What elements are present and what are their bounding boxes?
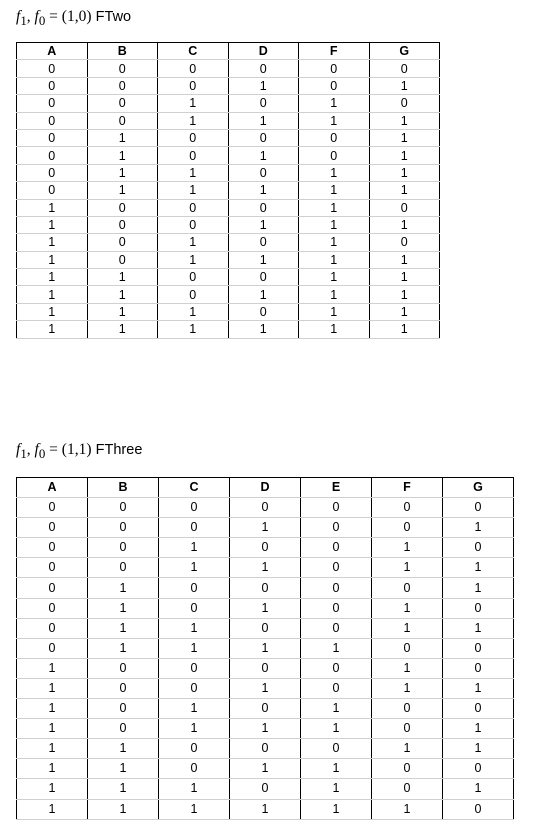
table-cell: 1 bbox=[369, 112, 440, 129]
table-cell: 1 bbox=[228, 182, 299, 199]
table-cell: 1 bbox=[88, 618, 159, 638]
table-row bbox=[17, 618, 514, 638]
table-cell: 1 bbox=[17, 321, 88, 338]
table-cell: 0 bbox=[17, 558, 88, 578]
table-cell: 1 bbox=[230, 598, 301, 618]
table-cell: 1 bbox=[88, 598, 159, 618]
table-cell: 1 bbox=[158, 112, 229, 129]
table-cell: 1 bbox=[88, 638, 159, 658]
table-cell: 1 bbox=[230, 638, 301, 658]
table-row bbox=[17, 129, 440, 146]
table-cell: 1 bbox=[87, 147, 158, 164]
table-row bbox=[17, 739, 514, 759]
table-cell: 1 bbox=[88, 578, 159, 598]
table-cell: 1 bbox=[17, 303, 88, 320]
table-cell: 1 bbox=[230, 719, 301, 739]
column-header-e: E bbox=[301, 478, 372, 498]
table-cell: 1 bbox=[158, 303, 229, 320]
column-header-a: A bbox=[17, 478, 88, 498]
table-cell: 0 bbox=[88, 558, 159, 578]
table-cell: 1 bbox=[301, 799, 372, 819]
table-cell: 0 bbox=[87, 60, 158, 77]
table-cell: 1 bbox=[88, 799, 159, 819]
table-cell: 0 bbox=[301, 658, 372, 678]
column-header-b: B bbox=[87, 43, 158, 60]
table-cell: 1 bbox=[369, 147, 440, 164]
table-cell: 0 bbox=[228, 269, 299, 286]
table-cell: 1 bbox=[87, 303, 158, 320]
table-cell: 0 bbox=[159, 498, 230, 518]
table-cell: 1 bbox=[228, 251, 299, 268]
table-cell: 1 bbox=[299, 303, 370, 320]
table-cell: 1 bbox=[159, 638, 230, 658]
table-header bbox=[17, 478, 514, 498]
table-cell: 1 bbox=[228, 286, 299, 303]
table-cell: 0 bbox=[17, 60, 88, 77]
table-cell: 0 bbox=[88, 498, 159, 518]
table-cell: 1 bbox=[158, 321, 229, 338]
table-cell: 1 bbox=[369, 77, 440, 94]
column-header-d: D bbox=[228, 43, 299, 60]
table-cell: 1 bbox=[159, 699, 230, 719]
table-cell: 1 bbox=[87, 182, 158, 199]
table-cell: 0 bbox=[17, 182, 88, 199]
table-cell: 0 bbox=[158, 129, 229, 146]
table-cell: 0 bbox=[372, 779, 443, 799]
table-cell: 0 bbox=[301, 618, 372, 638]
table-cell: 0 bbox=[17, 618, 88, 638]
table-cell: 1 bbox=[369, 303, 440, 320]
table-cell: 0 bbox=[159, 759, 230, 779]
table-cell: 0 bbox=[230, 618, 301, 638]
table-row bbox=[17, 538, 514, 558]
table-cell: 1 bbox=[88, 779, 159, 799]
table-cell: 0 bbox=[372, 719, 443, 739]
table-cell: 1 bbox=[17, 234, 88, 251]
table-cell: 1 bbox=[443, 558, 514, 578]
table-cell: 0 bbox=[159, 739, 230, 759]
table-cell: 1 bbox=[17, 678, 88, 698]
table-cell: 0 bbox=[88, 538, 159, 558]
table-cell: 0 bbox=[372, 759, 443, 779]
table-cell: 1 bbox=[301, 638, 372, 658]
table-cell: 0 bbox=[159, 598, 230, 618]
table-cell: 1 bbox=[369, 251, 440, 268]
table-cell: 0 bbox=[17, 129, 88, 146]
table-cell: 1 bbox=[87, 286, 158, 303]
table-cell: 0 bbox=[299, 147, 370, 164]
table-cell: 0 bbox=[159, 678, 230, 698]
table-cell: 0 bbox=[158, 199, 229, 216]
table-cell: 1 bbox=[158, 251, 229, 268]
table-cell: 0 bbox=[230, 658, 301, 678]
table-cell: 1 bbox=[299, 182, 370, 199]
table-cell: 1 bbox=[372, 739, 443, 759]
table-cell: 1 bbox=[17, 799, 88, 819]
table-cell: 0 bbox=[158, 286, 229, 303]
table-cell: 0 bbox=[443, 598, 514, 618]
table-cell: 1 bbox=[372, 678, 443, 698]
table-cell: 1 bbox=[17, 269, 88, 286]
table-cell: 0 bbox=[301, 558, 372, 578]
table-cell: 1 bbox=[443, 618, 514, 638]
table-cell: 1 bbox=[87, 164, 158, 181]
table-cell: 0 bbox=[87, 251, 158, 268]
table-cell: 1 bbox=[369, 269, 440, 286]
table-cell: 1 bbox=[443, 779, 514, 799]
table-cell: 1 bbox=[299, 321, 370, 338]
truth-table-ftwo bbox=[16, 42, 440, 339]
table-row bbox=[17, 578, 514, 598]
table-cell: 0 bbox=[158, 60, 229, 77]
table-cell: 0 bbox=[443, 699, 514, 719]
table-cell: 0 bbox=[230, 699, 301, 719]
table-cell: 0 bbox=[228, 164, 299, 181]
table-cell: 0 bbox=[230, 779, 301, 799]
table-cell: 1 bbox=[87, 321, 158, 338]
table-row bbox=[17, 518, 514, 538]
table-cell: 1 bbox=[299, 112, 370, 129]
table-cell: 1 bbox=[158, 182, 229, 199]
table-cell: 1 bbox=[230, 759, 301, 779]
table-cell: 0 bbox=[443, 799, 514, 819]
table-cell: 0 bbox=[228, 199, 299, 216]
table-row bbox=[17, 699, 514, 719]
table-row bbox=[17, 719, 514, 739]
table-cell: 0 bbox=[228, 234, 299, 251]
table-cell: 0 bbox=[301, 739, 372, 759]
section-heading-fthree bbox=[16, 441, 142, 463]
table-cell: 1 bbox=[158, 95, 229, 112]
table-cell: 0 bbox=[159, 518, 230, 538]
table-row bbox=[17, 164, 440, 181]
table-cell: 0 bbox=[228, 303, 299, 320]
table-cell: 0 bbox=[87, 95, 158, 112]
table-cell: 1 bbox=[17, 216, 88, 233]
table-cell: 1 bbox=[369, 129, 440, 146]
table-cell: 1 bbox=[17, 779, 88, 799]
table-cell: 1 bbox=[17, 759, 88, 779]
function-name: FThree bbox=[95, 442, 143, 458]
table-cell: 1 bbox=[301, 699, 372, 719]
table-cell: 1 bbox=[230, 558, 301, 578]
column-header-g: G bbox=[369, 43, 440, 60]
table-cell: 0 bbox=[87, 234, 158, 251]
table-body bbox=[17, 498, 514, 820]
table-cell: 0 bbox=[17, 147, 88, 164]
table-header bbox=[17, 43, 440, 60]
table-row bbox=[17, 199, 440, 216]
table-cell: 1 bbox=[17, 699, 88, 719]
table-cell: 0 bbox=[17, 578, 88, 598]
table-cell: 1 bbox=[228, 321, 299, 338]
table-cell: 0 bbox=[17, 112, 88, 129]
table-cell: 1 bbox=[17, 658, 88, 678]
table-cell: 0 bbox=[301, 598, 372, 618]
table-cell: 1 bbox=[228, 112, 299, 129]
function-signature: $f_1$, $f_0 = (1,0)$ bbox=[16, 8, 92, 29]
table-row bbox=[17, 303, 440, 320]
table-cell: 1 bbox=[372, 598, 443, 618]
column-header-f: F bbox=[299, 43, 370, 60]
table-cell: 0 bbox=[17, 498, 88, 518]
table-cell: 0 bbox=[301, 498, 372, 518]
table-cell: 0 bbox=[17, 538, 88, 558]
table-cell: 1 bbox=[17, 719, 88, 739]
table-cell: 1 bbox=[443, 518, 514, 538]
table-cell: 0 bbox=[230, 538, 301, 558]
table-cell: 0 bbox=[228, 129, 299, 146]
table-cell: 0 bbox=[230, 578, 301, 598]
table-cell: 1 bbox=[443, 719, 514, 739]
table-cell: 1 bbox=[228, 147, 299, 164]
table-cell: 0 bbox=[230, 739, 301, 759]
table-cell: 1 bbox=[88, 739, 159, 759]
table-cell: 1 bbox=[299, 286, 370, 303]
table-cell: 0 bbox=[88, 518, 159, 538]
table-cell: 1 bbox=[88, 759, 159, 779]
table-cell: 1 bbox=[17, 251, 88, 268]
table-row bbox=[17, 234, 440, 251]
table-cell: 0 bbox=[17, 638, 88, 658]
table-cell: 0 bbox=[301, 678, 372, 698]
section-heading-ftwo bbox=[16, 8, 131, 30]
table-cell: 1 bbox=[228, 216, 299, 233]
table-cell: 0 bbox=[17, 77, 88, 94]
table-cell: 1 bbox=[443, 739, 514, 759]
table-row bbox=[17, 759, 514, 779]
table-cell: 1 bbox=[17, 286, 88, 303]
column-header-c: C bbox=[159, 478, 230, 498]
table-row bbox=[17, 77, 440, 94]
table-row bbox=[17, 182, 440, 199]
table-cell: 0 bbox=[88, 658, 159, 678]
table-cell: 0 bbox=[443, 538, 514, 558]
table-cell: 0 bbox=[372, 518, 443, 538]
table-cell: 1 bbox=[301, 759, 372, 779]
table-row bbox=[17, 558, 514, 578]
table-cell: 0 bbox=[443, 759, 514, 779]
column-header-g: G bbox=[443, 478, 514, 498]
table-cell: 1 bbox=[158, 234, 229, 251]
table-row bbox=[17, 678, 514, 698]
table-cell: 0 bbox=[369, 234, 440, 251]
table-row bbox=[17, 799, 514, 819]
table-cell: 0 bbox=[158, 216, 229, 233]
table-cell: 0 bbox=[372, 498, 443, 518]
table-cell: 0 bbox=[88, 719, 159, 739]
table-cell: 0 bbox=[17, 518, 88, 538]
table-cell: 1 bbox=[369, 164, 440, 181]
function-name: FTwo bbox=[95, 9, 132, 25]
table-cell: 1 bbox=[299, 234, 370, 251]
table-cell: 0 bbox=[87, 77, 158, 94]
column-header-b: B bbox=[88, 478, 159, 498]
table-cell: 1 bbox=[369, 182, 440, 199]
table-cell: 1 bbox=[372, 618, 443, 638]
table-cell: 0 bbox=[158, 269, 229, 286]
table-cell: 1 bbox=[372, 538, 443, 558]
table-cell: 0 bbox=[87, 199, 158, 216]
table-row bbox=[17, 638, 514, 658]
table-cell: 0 bbox=[17, 598, 88, 618]
table-row bbox=[17, 598, 514, 618]
table-cell: 1 bbox=[230, 678, 301, 698]
table-cell: 0 bbox=[369, 95, 440, 112]
table-row bbox=[17, 286, 440, 303]
table-cell: 0 bbox=[159, 578, 230, 598]
table-cell: 1 bbox=[443, 678, 514, 698]
table-row bbox=[17, 779, 514, 799]
table-cell: 0 bbox=[301, 538, 372, 558]
table-cell: 1 bbox=[158, 164, 229, 181]
table-row bbox=[17, 251, 440, 268]
table-body bbox=[17, 60, 440, 338]
table-row bbox=[17, 321, 440, 338]
table-cell: 0 bbox=[369, 199, 440, 216]
function-signature: $f_1$, $f_0 = (1,1)$ bbox=[16, 441, 92, 462]
table-cell: 1 bbox=[87, 269, 158, 286]
column-header-c: C bbox=[158, 43, 229, 60]
table-cell: 1 bbox=[369, 321, 440, 338]
table-cell: 1 bbox=[159, 558, 230, 578]
table-cell: 0 bbox=[299, 77, 370, 94]
table-cell: 0 bbox=[299, 60, 370, 77]
table-cell: 0 bbox=[158, 77, 229, 94]
table-cell: 0 bbox=[88, 699, 159, 719]
table-cell: 1 bbox=[369, 216, 440, 233]
truth-table-fthree bbox=[16, 477, 514, 820]
table-cell: 0 bbox=[88, 678, 159, 698]
table-cell: 1 bbox=[299, 269, 370, 286]
table-cell: 1 bbox=[230, 518, 301, 538]
table-cell: 0 bbox=[301, 578, 372, 598]
table-cell: 0 bbox=[299, 129, 370, 146]
table-row bbox=[17, 95, 440, 112]
table-cell: 0 bbox=[228, 60, 299, 77]
table-cell: 0 bbox=[369, 60, 440, 77]
table-cell: 0 bbox=[443, 658, 514, 678]
table-cell: 1 bbox=[301, 779, 372, 799]
table-cell: 1 bbox=[372, 558, 443, 578]
table-cell: 1 bbox=[17, 739, 88, 759]
table-cell: 1 bbox=[369, 286, 440, 303]
table-row bbox=[17, 498, 514, 518]
table-cell: 1 bbox=[159, 719, 230, 739]
table-cell: 0 bbox=[372, 638, 443, 658]
table-row bbox=[17, 112, 440, 129]
table-cell: 0 bbox=[17, 164, 88, 181]
table-cell: 1 bbox=[159, 618, 230, 638]
table-cell: 1 bbox=[87, 129, 158, 146]
table-cell: 0 bbox=[443, 498, 514, 518]
table-cell: 0 bbox=[372, 578, 443, 598]
table-row bbox=[17, 60, 440, 77]
table-cell: 1 bbox=[159, 538, 230, 558]
table-cell: 1 bbox=[443, 578, 514, 598]
table-row bbox=[17, 658, 514, 678]
table-cell: 1 bbox=[159, 779, 230, 799]
table-cell: 0 bbox=[159, 658, 230, 678]
column-header-d: D bbox=[230, 478, 301, 498]
table-cell: 1 bbox=[299, 164, 370, 181]
column-header-a: A bbox=[17, 43, 88, 60]
table-cell: 0 bbox=[158, 147, 229, 164]
table-cell: 0 bbox=[228, 95, 299, 112]
table-cell: 0 bbox=[443, 638, 514, 658]
table-cell: 1 bbox=[159, 799, 230, 819]
table-row bbox=[17, 147, 440, 164]
table-row bbox=[17, 269, 440, 286]
table-cell: 0 bbox=[87, 112, 158, 129]
table-cell: 0 bbox=[372, 699, 443, 719]
table-cell: 0 bbox=[87, 216, 158, 233]
table-cell: 1 bbox=[228, 77, 299, 94]
table-cell: 1 bbox=[372, 799, 443, 819]
table-cell: 1 bbox=[230, 799, 301, 819]
column-header-f: F bbox=[372, 478, 443, 498]
table-cell: 1 bbox=[299, 199, 370, 216]
table-cell: 1 bbox=[301, 719, 372, 739]
table-cell: 0 bbox=[301, 518, 372, 538]
table-row bbox=[17, 216, 440, 233]
table-cell: 1 bbox=[372, 658, 443, 678]
table-cell: 1 bbox=[299, 216, 370, 233]
table-cell: 1 bbox=[299, 95, 370, 112]
table-cell: 1 bbox=[17, 199, 88, 216]
table-cell: 1 bbox=[299, 251, 370, 268]
table-cell: 0 bbox=[230, 498, 301, 518]
table-cell: 0 bbox=[17, 95, 88, 112]
